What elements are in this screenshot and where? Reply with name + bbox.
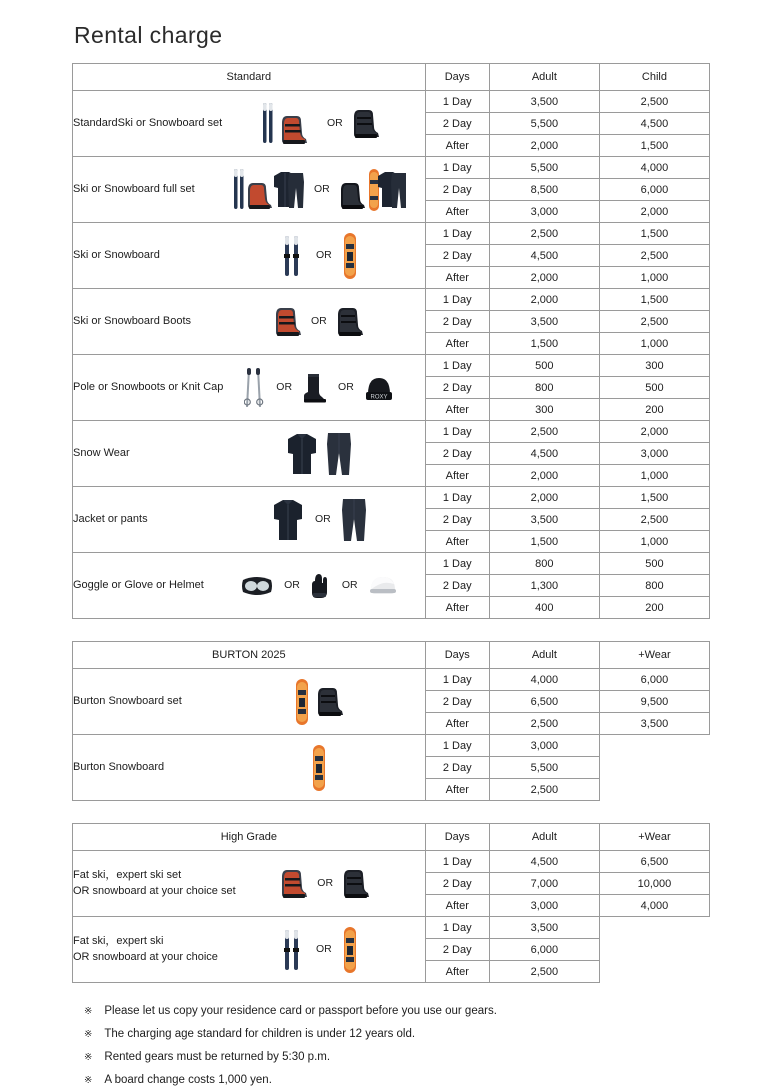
header-days: Days <box>425 64 489 91</box>
table-header-row <box>73 642 710 669</box>
ski-boot-pair-icon <box>259 101 317 147</box>
header-category: BURTON 2025 <box>73 642 426 669</box>
row-name-line: OR snowboard at your choice set <box>73 884 236 897</box>
days-cell: 2 Day <box>425 939 489 961</box>
table-row <box>73 289 710 311</box>
adult-price-cell: 4,000 <box>489 669 599 691</box>
days-cell: 1 Day <box>425 669 489 691</box>
row-name-line: Fat ski，expert ski <box>73 934 164 947</box>
days-cell: 1 Day <box>425 553 489 575</box>
icon-group <box>275 306 363 338</box>
days-cell: After <box>425 779 489 801</box>
adult-price-cell: 2,500 <box>489 421 599 443</box>
snowboard-icon <box>294 678 310 726</box>
poles-icon <box>244 367 266 409</box>
pants-icon-wrap <box>326 432 352 476</box>
icon-group <box>280 232 358 280</box>
jacket-icon <box>285 432 319 476</box>
days-cell: 2 Day <box>425 113 489 135</box>
note-text: Rented gears must be returned by 5:30 p.m. <box>104 1051 331 1063</box>
adult-price-cell: 500 <box>489 355 599 377</box>
child-price-cell: 300 <box>599 355 709 377</box>
child-price-cell <box>599 917 709 939</box>
days-cell: 2 Day <box>425 757 489 779</box>
child-price-cell: 2,000 <box>599 201 709 223</box>
adult-price-cell: 3,500 <box>489 91 599 113</box>
note-mark: ※ <box>84 1029 93 1040</box>
child-price-cell: 1,000 <box>599 465 709 487</box>
or-label: OR <box>315 248 332 261</box>
child-price-cell: 6,500 <box>599 851 709 873</box>
row-name-line: Ski or Snowboard Boots <box>73 314 192 327</box>
adult-price-cell: 6,500 <box>489 691 599 713</box>
days-cell: 1 Day <box>425 851 489 873</box>
table-row <box>73 91 710 113</box>
pants-icon <box>341 498 367 542</box>
snowboard-icon-wrap <box>342 232 358 280</box>
days-cell: 2 Day <box>425 377 489 399</box>
child-price-cell: 500 <box>599 377 709 399</box>
table-row <box>73 669 710 691</box>
adult-price-cell: 3,000 <box>489 895 599 917</box>
snowboard-boot-icon <box>343 868 369 900</box>
row-name-line: Jacket or pants <box>73 512 148 525</box>
adult-price-cell: 2,000 <box>489 135 599 157</box>
skis-icon-wrap <box>280 234 306 278</box>
days-cell: 1 Day <box>425 421 489 443</box>
days-cell: 2 Day <box>425 179 489 201</box>
snowboard-boot-icon-wrap <box>337 306 363 338</box>
ski-boot-pair-icon-wrap <box>259 101 317 147</box>
table-header-row <box>73 824 710 851</box>
adult-price-cell: 1,500 <box>489 531 599 553</box>
child-price-cell: 9,500 <box>599 691 709 713</box>
days-cell: 2 Day <box>425 311 489 333</box>
header-child: +Wear <box>599 824 709 851</box>
child-price-cell <box>599 735 709 757</box>
adult-price-cell: 1,500 <box>489 333 599 355</box>
row-name-line: Ski or Snowboard <box>73 248 160 261</box>
child-price-cell: 1,500 <box>599 223 709 245</box>
child-price-cell: 1,500 <box>599 487 709 509</box>
or-label: OR <box>315 942 332 955</box>
adult-price-cell: 2,500 <box>489 779 599 801</box>
header-child: Child <box>599 64 709 91</box>
table-burton <box>72 641 710 801</box>
knit-cap-icon <box>364 374 394 402</box>
ski-boot-icon <box>275 306 301 338</box>
jacket-icon-wrap <box>285 432 319 476</box>
table-row <box>73 355 710 377</box>
child-price-cell: 6,000 <box>599 179 709 201</box>
row-name-line: Burton Snowboard <box>73 760 165 773</box>
child-price-cell: 2,500 <box>599 245 709 267</box>
table-header-row <box>73 64 710 91</box>
snow-boot-icon-wrap <box>302 372 328 404</box>
days-cell: 2 Day <box>425 509 489 531</box>
table-row <box>73 223 710 245</box>
snowboard-boot-jacket-pants-icon <box>340 167 406 213</box>
adult-price-cell: 3,000 <box>489 735 599 757</box>
child-price-cell: 10,000 <box>599 873 709 895</box>
note-item <box>84 1074 710 1086</box>
days-cell: After <box>425 201 489 223</box>
snowboard-icon-wrap <box>294 678 310 726</box>
header-adult: Adult <box>489 64 599 91</box>
adult-price-cell: 2,000 <box>489 267 599 289</box>
child-price-cell: 1,500 <box>599 135 709 157</box>
adult-price-cell: 2,000 <box>489 465 599 487</box>
row-name-line: Pole or Snowboots or Knit Cap <box>73 380 224 393</box>
row-name-cell <box>73 851 426 917</box>
ski-boot-icon-wrap <box>281 868 307 900</box>
row-name-line: OR snowboard at your choice <box>73 950 218 963</box>
child-price-cell: 500 <box>599 553 709 575</box>
snow-boot-icon <box>302 372 328 404</box>
days-cell: After <box>425 135 489 157</box>
row-name-cell <box>73 355 426 421</box>
child-price-cell: 800 <box>599 575 709 597</box>
page-title: Rental charge <box>74 22 223 48</box>
adult-price-cell: 800 <box>489 553 599 575</box>
knit-cap-icon-wrap <box>364 374 394 402</box>
note-mark: ※ <box>84 1075 93 1086</box>
icon-group <box>271 498 367 542</box>
table-row <box>73 421 710 443</box>
days-cell: 2 Day <box>425 443 489 465</box>
header-category: High Grade <box>73 824 426 851</box>
table-standard <box>72 63 710 619</box>
tables-container <box>72 63 710 983</box>
note-item <box>84 1028 710 1040</box>
snowboard-boot-icon-wrap <box>353 108 379 140</box>
header-adult: Adult <box>489 824 599 851</box>
table-high-grade <box>72 823 710 983</box>
icon-group <box>281 868 369 900</box>
days-cell: After <box>425 333 489 355</box>
child-price-cell: 4,500 <box>599 113 709 135</box>
ski-boot-icon <box>281 868 307 900</box>
days-cell: After <box>425 895 489 917</box>
row-name-line: Burton Snowboard set <box>73 694 182 707</box>
adult-price-cell: 3,500 <box>489 917 599 939</box>
adult-price-cell: 400 <box>489 597 599 619</box>
row-name-cell <box>73 669 426 735</box>
ski-boot-icon-wrap <box>275 306 301 338</box>
child-price-cell: 1,500 <box>599 289 709 311</box>
row-name-line: Fat ski，expert ski set <box>73 868 182 881</box>
days-cell: 2 Day <box>425 691 489 713</box>
note-text: A board change costs 1,000 yen. <box>104 1074 272 1086</box>
glove-icon <box>310 572 332 600</box>
or-label: OR <box>310 314 327 327</box>
or-label: OR <box>317 876 334 889</box>
child-price-cell <box>599 779 709 801</box>
icon-group <box>240 572 398 600</box>
adult-price-cell: 300 <box>489 399 599 421</box>
header-child: +Wear <box>599 642 709 669</box>
adult-price-cell: 2,500 <box>489 713 599 735</box>
row-name-line: StandardSki or Snowboard set <box>73 116 223 129</box>
child-price-cell <box>599 961 709 983</box>
icon-group <box>285 432 352 476</box>
days-cell: After <box>425 399 489 421</box>
header-days: Days <box>425 824 489 851</box>
row-name-line: Snow Wear <box>73 446 130 459</box>
child-price-cell: 2,500 <box>599 311 709 333</box>
header-adult: Adult <box>489 642 599 669</box>
table-row <box>73 157 710 179</box>
child-price-cell: 2,000 <box>599 421 709 443</box>
days-cell: After <box>425 961 489 983</box>
adult-price-cell: 4,500 <box>489 851 599 873</box>
adult-price-cell: 2,000 <box>489 289 599 311</box>
note-item <box>84 1051 710 1063</box>
row-name-line: Ski or Snowboard full set <box>73 182 195 195</box>
goggle-icon <box>240 576 274 596</box>
days-cell: 2 Day <box>425 873 489 895</box>
child-price-cell: 2,500 <box>599 509 709 531</box>
child-price-cell: 4,000 <box>599 895 709 917</box>
snowboard-boot-icon <box>353 108 379 140</box>
days-cell: 1 Day <box>425 917 489 939</box>
snowboard-icon-wrap <box>342 926 358 974</box>
poles-icon-wrap <box>244 367 266 409</box>
snowboard-boot-icon <box>337 306 363 338</box>
jacket-icon <box>271 498 305 542</box>
snowboard-icon-wrap <box>311 744 327 792</box>
helmet-icon <box>368 574 398 598</box>
row-name-cell <box>73 157 426 223</box>
adult-price-cell: 1,300 <box>489 575 599 597</box>
snowboard-icon <box>342 926 358 974</box>
or-label: OR <box>338 380 354 393</box>
adult-price-cell: 3,500 <box>489 509 599 531</box>
row-name-cell <box>73 223 426 289</box>
adult-price-cell: 2,500 <box>489 961 599 983</box>
adult-price-cell: 4,500 <box>489 245 599 267</box>
days-cell: 1 Day <box>425 157 489 179</box>
notes-list <box>72 1005 710 1086</box>
row-name-cell <box>73 735 426 801</box>
note-mark: ※ <box>84 1052 93 1063</box>
child-price-cell: 4,000 <box>599 157 709 179</box>
snowboard-icon <box>311 744 327 792</box>
icon-group <box>244 367 394 409</box>
icon-group <box>259 101 379 147</box>
svg-text:ROXY: ROXY <box>370 394 388 400</box>
note-text: Please let us copy your residence card or passport before you use our gears. <box>104 1005 497 1017</box>
snowboard-boot-icon <box>317 686 343 718</box>
table-row <box>73 487 710 509</box>
skis-icon <box>280 928 306 972</box>
child-price-cell: 3,500 <box>599 713 709 735</box>
row-name-line: Goggle or Glove or Helmet <box>73 578 204 591</box>
skis-icon <box>280 234 306 278</box>
ski-boot-jacket-pants-icon <box>232 167 304 213</box>
days-cell: 1 Day <box>425 289 489 311</box>
icon-group <box>294 678 343 726</box>
row-name-cell <box>73 421 426 487</box>
adult-price-cell: 800 <box>489 377 599 399</box>
note-mark: ※ <box>84 1006 93 1017</box>
child-price-cell: 1,000 <box>599 267 709 289</box>
table-row <box>73 851 710 873</box>
or-label: OR <box>276 380 293 393</box>
table-row <box>73 553 710 575</box>
skis-icon-wrap <box>280 928 306 972</box>
adult-price-cell: 4,500 <box>489 443 599 465</box>
child-price-cell: 2,500 <box>599 91 709 113</box>
adult-price-cell: 5,500 <box>489 157 599 179</box>
header-category: Standard <box>73 64 426 91</box>
icon-group <box>232 167 406 213</box>
table-row <box>73 917 710 939</box>
goggle-icon-wrap <box>240 576 274 596</box>
note-text: The charging age standard for children is under 12 years old. <box>104 1028 416 1040</box>
glove-icon-wrap <box>310 572 332 600</box>
pants-icon-wrap <box>341 498 367 542</box>
days-cell: After <box>425 713 489 735</box>
or-label: OR <box>341 578 358 591</box>
row-name-cell <box>73 289 426 355</box>
icon-group <box>311 744 327 792</box>
child-price-cell <box>599 939 709 961</box>
note-item <box>84 1005 710 1017</box>
child-price-cell: 200 <box>599 597 709 619</box>
or-label: OR <box>326 116 343 129</box>
adult-price-cell: 5,500 <box>489 113 599 135</box>
adult-price-cell: 5,500 <box>489 757 599 779</box>
child-price-cell <box>599 757 709 779</box>
snowboard-boot-jacket-pants-icon-wrap <box>340 167 406 213</box>
days-cell: After <box>425 597 489 619</box>
row-name-cell <box>73 553 426 619</box>
snowboard-icon <box>342 232 358 280</box>
days-cell: 1 Day <box>425 487 489 509</box>
pants-icon <box>326 432 352 476</box>
or-label: OR <box>313 182 330 195</box>
adult-price-cell: 3,500 <box>489 311 599 333</box>
days-cell: After <box>425 465 489 487</box>
snowboard-boot-icon-wrap <box>317 686 343 718</box>
child-price-cell: 1,000 <box>599 531 709 553</box>
or-label: OR <box>314 512 331 525</box>
helmet-icon-wrap <box>368 574 398 598</box>
days-cell: 2 Day <box>425 575 489 597</box>
ski-boot-jacket-pants-icon-wrap <box>232 167 304 213</box>
days-cell: 1 Day <box>425 735 489 757</box>
child-price-cell: 3,000 <box>599 443 709 465</box>
days-cell: 1 Day <box>425 355 489 377</box>
or-label: OR <box>284 578 300 591</box>
adult-price-cell: 2,000 <box>489 487 599 509</box>
child-price-cell: 6,000 <box>599 669 709 691</box>
row-name-cell <box>73 487 426 553</box>
days-cell: 1 Day <box>425 91 489 113</box>
adult-price-cell: 3,000 <box>489 201 599 223</box>
days-cell: After <box>425 531 489 553</box>
row-name-cell <box>73 91 426 157</box>
row-name-cell <box>73 917 426 983</box>
snowboard-boot-icon-wrap <box>343 868 369 900</box>
days-cell: 2 Day <box>425 245 489 267</box>
adult-price-cell: 7,000 <box>489 873 599 895</box>
header-days: Days <box>425 642 489 669</box>
child-price-cell: 200 <box>599 399 709 421</box>
days-cell: 1 Day <box>425 223 489 245</box>
icon-group <box>280 926 358 974</box>
adult-price-cell: 2,500 <box>489 223 599 245</box>
table-row <box>73 735 710 757</box>
adult-price-cell: 8,500 <box>489 179 599 201</box>
days-cell: After <box>425 267 489 289</box>
adult-price-cell: 6,000 <box>489 939 599 961</box>
jacket-icon-wrap <box>271 498 305 542</box>
child-price-cell: 1,000 <box>599 333 709 355</box>
